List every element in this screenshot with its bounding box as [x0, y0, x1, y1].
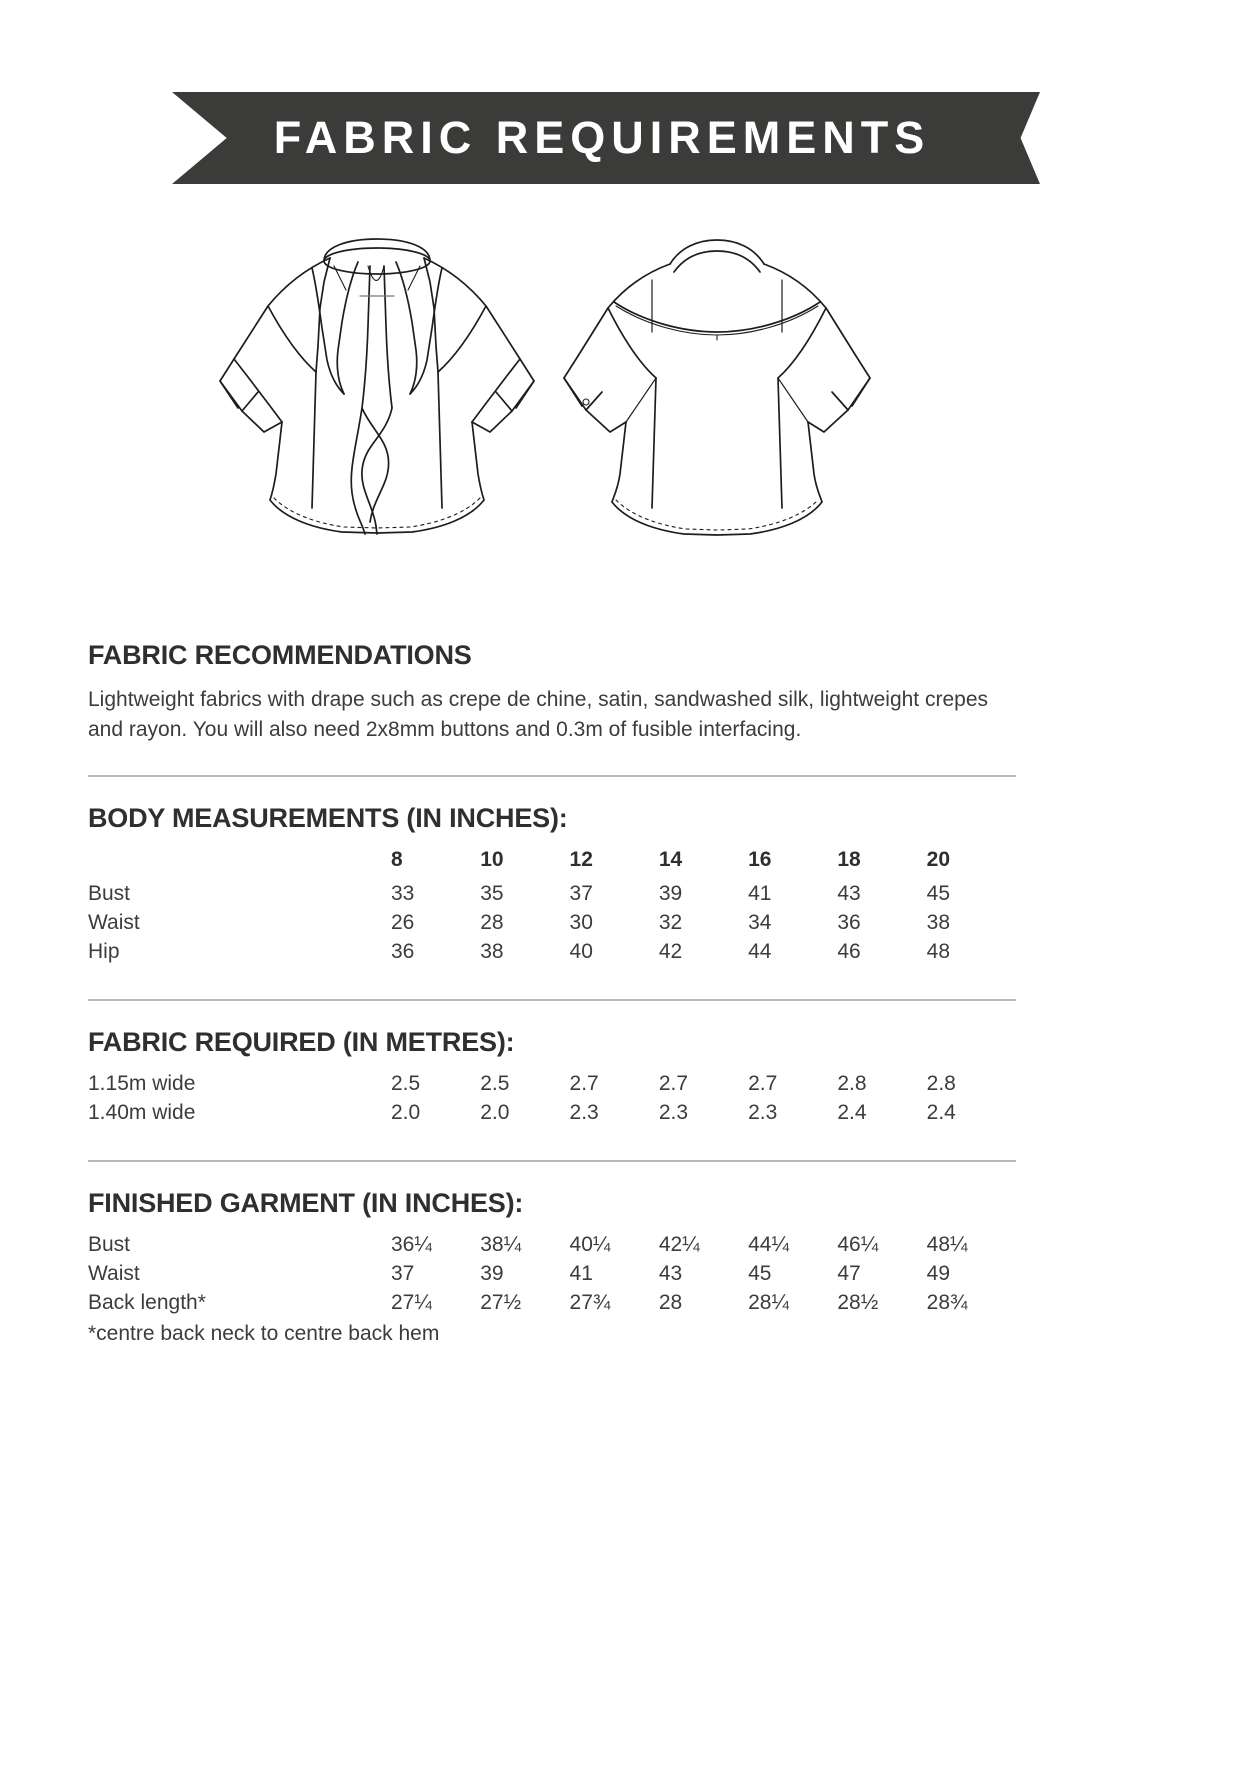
- cell: 42: [658, 939, 683, 963]
- cell: 38: [926, 910, 951, 934]
- cell: 2.8: [926, 1071, 956, 1095]
- cell: 38¼: [480, 1232, 522, 1256]
- cell: 2.7: [658, 1071, 689, 1095]
- cell: 28¾: [926, 1290, 968, 1314]
- size-header-14: 14: [658, 847, 683, 871]
- cell: 2.0: [390, 1100, 421, 1124]
- cell: 36: [837, 910, 861, 934]
- cell: 27¼: [390, 1290, 432, 1314]
- divider-1: [88, 775, 1016, 777]
- cell: 40: [569, 939, 593, 963]
- cell: 36¼: [390, 1232, 432, 1256]
- size-header-16: 16: [748, 847, 772, 871]
- table-row: [88, 882, 1016, 911]
- cell: 44¼: [748, 1232, 789, 1256]
- cell: 38: [480, 939, 504, 963]
- body-measurements-table: [88, 848, 1016, 969]
- cell: 34: [748, 910, 772, 934]
- cell: 32: [658, 910, 683, 934]
- table-row: [88, 940, 1016, 969]
- fabric-recommendations-heading: FABRIC RECOMMENDATIONS: [88, 640, 472, 670]
- fabric-required-section: [88, 1027, 1016, 1130]
- size-header-18: 18: [837, 847, 861, 871]
- cell: 37: [390, 1261, 415, 1285]
- fabric-required-table: [88, 1072, 1016, 1130]
- row-label: Bust: [88, 1232, 131, 1256]
- cell: 35: [480, 881, 504, 905]
- blouse-back-technical-drawing: [552, 236, 882, 546]
- table-row: [88, 911, 1016, 940]
- cell: 28¼: [748, 1290, 789, 1314]
- table-row: [88, 1262, 1016, 1291]
- cell: 2.3: [748, 1100, 778, 1124]
- table-row: [88, 1291, 1016, 1320]
- cell: 2.3: [569, 1100, 599, 1124]
- cell: 47: [837, 1261, 861, 1285]
- cell: 2.3: [658, 1100, 689, 1124]
- row-label: Back length*: [88, 1290, 206, 1314]
- cell: 41: [569, 1261, 593, 1285]
- cell: 39: [658, 881, 683, 905]
- size-header-10: 10: [480, 847, 504, 871]
- cell: 2.0: [480, 1100, 510, 1124]
- cell: 46¼: [837, 1232, 879, 1256]
- table-row: [88, 1072, 1016, 1101]
- cell: 43: [837, 881, 861, 905]
- size-header-20: 20: [926, 847, 951, 871]
- row-label: 1.15m wide: [88, 1071, 196, 1095]
- cell: 28½: [837, 1290, 879, 1314]
- cell: 46: [837, 939, 861, 963]
- content-area: [88, 640, 1016, 1346]
- table-row: [88, 1101, 1016, 1130]
- size-header-8: 8: [390, 847, 403, 871]
- cell: 2.5: [390, 1071, 421, 1095]
- cell: 40¼: [569, 1232, 611, 1256]
- finished-garment-heading: FINISHED GARMENT (IN INCHES):: [88, 1187, 524, 1218]
- row-label: 1.40m wide: [88, 1100, 196, 1124]
- cell: 30: [569, 910, 593, 934]
- cell: 2.7: [569, 1071, 599, 1095]
- cell: 36: [390, 939, 415, 963]
- row-label: Hip: [88, 939, 120, 963]
- cell: 39: [480, 1261, 504, 1285]
- technical-drawings: [0, 236, 1252, 566]
- cell: 27½: [480, 1290, 522, 1314]
- cell: 44: [748, 939, 772, 963]
- page-title: FABRIC REQUIREMENTS: [273, 112, 931, 163]
- cell: 2.8: [837, 1071, 867, 1095]
- finished-garment-section: [88, 1188, 1016, 1346]
- cell: 2.7: [748, 1071, 778, 1095]
- fabric-recommendations-section: [88, 640, 1016, 745]
- divider-2: [88, 999, 1016, 1001]
- body-measurements-heading: BODY MEASUREMENTS (IN INCHES):: [88, 802, 568, 833]
- finished-garment-table: [88, 1233, 1016, 1320]
- cell: 41: [748, 881, 772, 905]
- cell: 2.4: [926, 1100, 956, 1124]
- table-row: [88, 1233, 1016, 1262]
- divider-3: [88, 1160, 1016, 1162]
- blouse-front-technical-drawing: [212, 236, 542, 546]
- cell: 2.5: [480, 1071, 510, 1095]
- cell: 49: [926, 1261, 951, 1285]
- cell: 28: [480, 910, 504, 934]
- cell: 48¼: [926, 1232, 968, 1256]
- size-header-12: 12: [569, 847, 593, 871]
- back-length-footnote: *centre back neck to centre back hem: [88, 1321, 440, 1345]
- row-label: Bust: [88, 881, 131, 905]
- table-header-row: [88, 848, 1016, 882]
- header-spacer: [88, 848, 391, 882]
- cell: 42¼: [658, 1232, 700, 1256]
- cell: 45: [748, 1261, 772, 1285]
- cell: 33: [390, 881, 415, 905]
- cell: 37: [569, 881, 593, 905]
- cell: 48: [926, 939, 951, 963]
- cell: 45: [926, 881, 951, 905]
- page-banner: [172, 92, 932, 184]
- cell: 2.4: [837, 1100, 867, 1124]
- cell: 26: [390, 910, 415, 934]
- row-label: Waist: [88, 910, 140, 934]
- row-label: Waist: [88, 1261, 140, 1285]
- fabric-recommendations-text: Lightweight fabrics with drape such as crepe de chine, satin, sandwashed silk, lightweight crepes and rayon. You will also need 2x8mm buttons and 0.3m of fusible interfacing.: [88, 688, 988, 741]
- cell: 27¾: [569, 1290, 611, 1314]
- cell: 28: [658, 1290, 683, 1314]
- body-measurements-section: [88, 803, 1016, 969]
- fabric-required-heading: FABRIC REQUIRED (IN METRES):: [88, 1026, 515, 1057]
- cell: 43: [658, 1261, 683, 1285]
